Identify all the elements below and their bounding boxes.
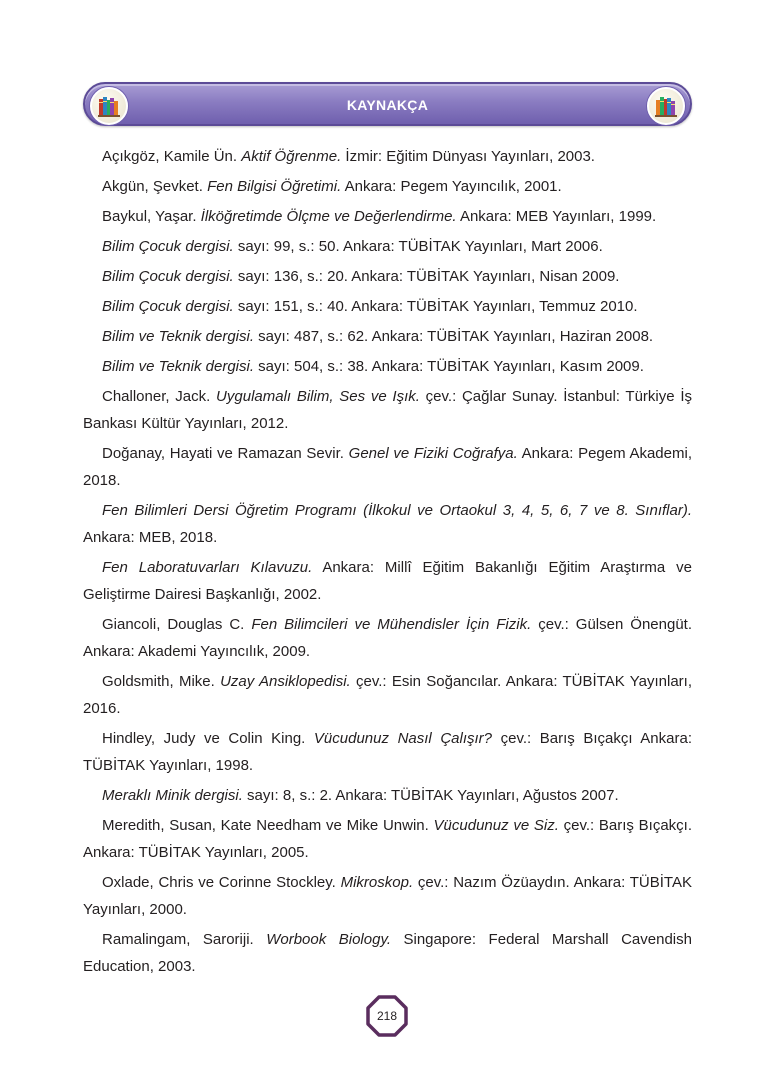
reference-item: Bilim Çocuk dergisi. sayı: 99, s.: 50. Ankara: TÜBİTAK Yayınları, Mart 2006. <box>102 238 603 255</box>
reference-item: Bilim ve Teknik dergisi. sayı: 487, s.: 62. Ankara: TÜBİTAK Yayınları, Haziran 2008. <box>102 328 654 345</box>
page-number-badge <box>364 993 410 1039</box>
reference-item: Hindley, Judy ve Colin King. Vücudunuz Nasıl Çalışır? çev.: Barış Bıçakçı Ankara: TÜBİTAK Yayınları, 1998. <box>83 730 692 774</box>
reference-item: Bilim Çocuk dergisi. sayı: 136, s.: 20. Ankara: TÜBİTAK Yayınları, Nisan 2009. <box>102 268 620 285</box>
reference-item: Baykul, Yaşar. İlköğretimde Ölçme ve Değerlendirme. Ankara: MEB Yayınları, 1999. <box>102 208 657 225</box>
reference-item: Ramalingam, Saroriji. Worbook Biology. Singapore: Federal Marshall Cavendish Education, 2003. <box>83 931 692 975</box>
header-banner <box>83 82 692 126</box>
reference-item: Challoner, Jack. Uygulamalı Bilim, Ses ve Işık. çev.: Çağlar Sunay. İstanbul: Türkiye İş Bankası Kültür Yayınları, 2012. <box>83 388 693 432</box>
page-title: KAYNAKÇA <box>346 97 429 113</box>
reference-item: Fen Bilimleri Dersi Öğretim Programı (İlkokul ve Ortaokul 3, 4, 5, 6, 7 ve 8. Sınıflar). Ankara: MEB, 2018. <box>83 502 692 546</box>
reference-item: Meredith, Susan, Kate Needham ve Mike Unwin. Vücudunuz ve Siz. çev.: Barış Bıçakçı. Ankara: TÜBİTAK Yayınları, 2005. <box>83 817 692 861</box>
reference-item: Bilim ve Teknik dergisi. sayı: 504, s.: 38. Ankara: TÜBİTAK Yayınları, Kasım 2009. <box>102 358 644 375</box>
reference-item: Açıkgöz, Kamile Ün. Aktif Öğrenme. İzmir: Eğitim Dünyası Yayınları, 2003. <box>102 148 595 165</box>
reference-list <box>83 143 692 980</box>
page-number: 218 <box>376 1009 398 1023</box>
reference-item: Akgün, Şevket. Fen Bilgisi Öğretimi. Ankara: Pegem Yayıncılık, 2001. <box>102 178 562 195</box>
reference-item: Oxlade, Chris ve Corinne Stockley. Mikroskop. çev.: Nazım Özüaydın. Ankara: TÜBİTAK Yayınları, 2000. <box>83 874 692 918</box>
reference-item: Bilim Çocuk dergisi. sayı: 151, s.: 40. Ankara: TÜBİTAK Yayınları, Temmuz 2010. <box>102 298 638 315</box>
reference-item: Giancoli, Douglas C. Fen Bilimcileri ve Mühendisler İçin Fizik. çev.: Gülsen Önengüt. Ankara: Akademi Yayıncılık, 2009. <box>83 616 693 660</box>
reference-item: Doğanay, Hayati ve Ramazan Sevir. Genel ve Fiziki Coğrafya. Ankara: Pegem Akademi, 2018. <box>83 445 692 489</box>
reference-item: Fen Laboratuvarları Kılavuzu. Ankara: Millî Eğitim Bakanlığı Eğitim Araştırma ve Geliştirme Dairesi Başkanlığı, 2002. <box>83 559 692 603</box>
reference-item: Meraklı Minik dergisi. sayı: 8, s.: 2. Ankara: TÜBİTAK Yayınları, Ağustos 2007. <box>102 787 619 804</box>
reference-item: Goldsmith, Mike. Uzay Ansiklopedisi. çev.: Esin Soğancılar. Ankara: TÜBİTAK Yayınları, 2016. <box>83 673 692 717</box>
books-icon <box>647 87 685 125</box>
